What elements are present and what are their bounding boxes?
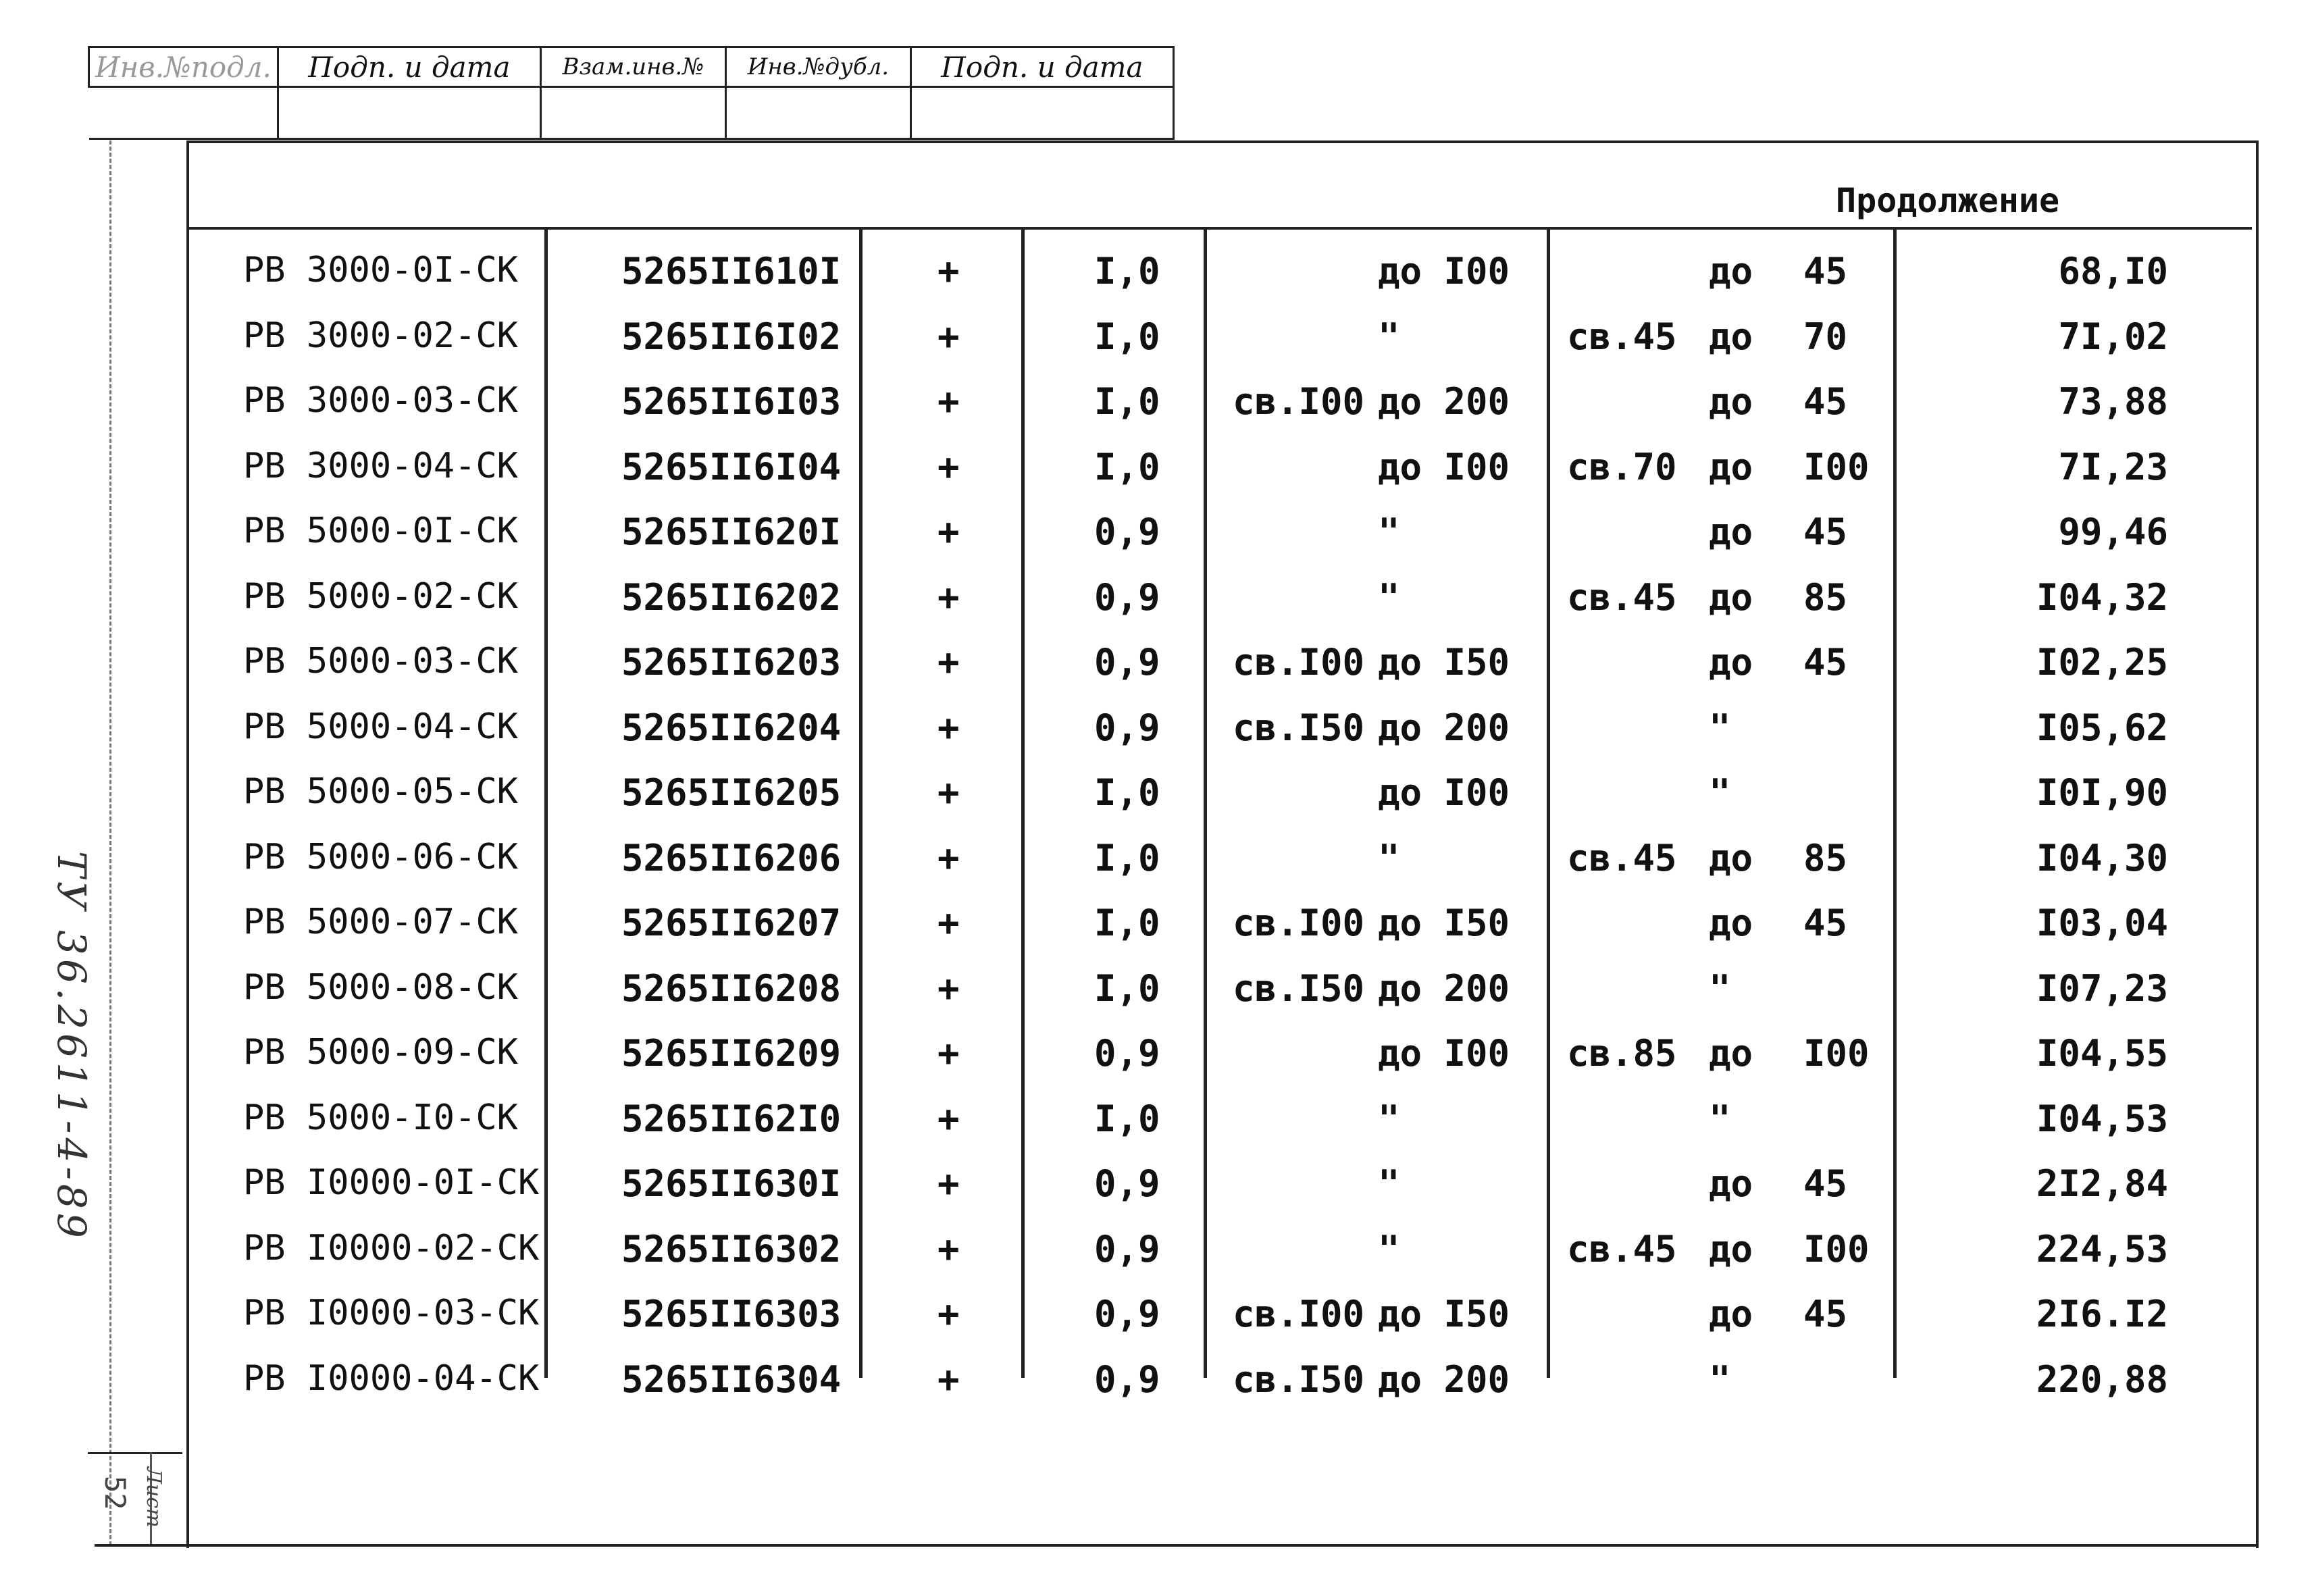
price: 68,I0: [2058, 250, 2168, 292]
price: 220,88: [2036, 1358, 2168, 1401]
product-code: 5265II6I03: [621, 380, 842, 423]
plus-mark: +: [937, 1162, 960, 1205]
product-code: 5265II610I: [621, 250, 842, 292]
product-code: 5265II6209: [621, 1032, 842, 1075]
stamp-header-sign-date-2: Подп. и дата: [910, 47, 1173, 87]
range-b-prep: ": [1709, 706, 1731, 749]
coefficient: 0,9: [1094, 511, 1160, 553]
range-b-prep: ": [1709, 1097, 1731, 1140]
plus-mark: +: [937, 1358, 960, 1401]
price: 7I,02: [2058, 315, 2168, 358]
continuation-label: Продолжение: [1836, 181, 2060, 220]
range-a-to: до I50: [1378, 1293, 1510, 1335]
range-a-to: ": [1378, 1097, 1400, 1140]
range-b-prep: ": [1709, 967, 1731, 1010]
range-a-to: до I00: [1378, 445, 1510, 488]
range-b-from: св.45: [1567, 315, 1677, 358]
coefficient: 0,9: [1094, 641, 1160, 684]
header-rule: [189, 227, 2252, 230]
plus-mark: +: [937, 1227, 960, 1270]
range-b-from: св.85: [1567, 1032, 1677, 1075]
plus-mark: +: [937, 1097, 960, 1140]
table-row: [189, 1216, 2249, 1281]
range-a-from: св.I00: [1233, 902, 1365, 944]
range-b-prep: до: [1709, 1227, 1753, 1270]
range-a-to: ": [1378, 511, 1400, 553]
coefficient: I,0: [1094, 902, 1160, 944]
range-b-to: 45: [1803, 1162, 1848, 1205]
table-row: [189, 434, 2249, 498]
product-code: 5265II6203: [621, 641, 842, 684]
price: 99,46: [2058, 511, 2168, 553]
range-b-to: 85: [1803, 836, 1848, 879]
range-a-to: до 200: [1378, 967, 1510, 1010]
range-b-prep: до: [1709, 836, 1753, 879]
price: 224,53: [2036, 1227, 2168, 1270]
table-row: [189, 238, 2249, 303]
range-b-prep: ": [1709, 771, 1731, 814]
range-b-from: св.45: [1567, 836, 1677, 879]
stamp-header-inv-orig: Инв.№подл.: [89, 47, 278, 87]
range-a-to: ": [1378, 315, 1400, 358]
product-name: РВ 3000-02-СК: [243, 315, 518, 356]
approval-stamp: [88, 46, 1175, 140]
plus-mark: +: [937, 575, 960, 619]
range-a-from: св.I00: [1233, 641, 1365, 684]
range-b-to: I00: [1803, 445, 1870, 488]
coefficient: 0,9: [1094, 1162, 1160, 1205]
range-a-to: ": [1378, 1227, 1400, 1270]
range-a-to: до 200: [1378, 380, 1510, 423]
product-code: 5265II6303: [621, 1293, 842, 1335]
price: 2I2,84: [2036, 1162, 2168, 1205]
range-a-from: св.I00: [1233, 1293, 1365, 1335]
plus-mark: +: [937, 902, 960, 944]
table-row: [189, 825, 2249, 890]
price: I05,62: [2036, 706, 2168, 749]
range-b-prep: до: [1709, 511, 1753, 553]
coefficient: 0,9: [1094, 1227, 1160, 1270]
range-a-to: до I50: [1378, 902, 1510, 944]
range-b-to: 45: [1803, 902, 1848, 944]
price: I04,30: [2036, 836, 2168, 879]
product-code: 5265II6302: [621, 1227, 842, 1270]
range-a-to: до I50: [1378, 641, 1510, 684]
product-name: РВ 5000-05-СК: [243, 771, 518, 812]
plus-mark: +: [937, 511, 960, 553]
frame-bottom-line: [95, 1544, 2256, 1547]
stamp-header-dup-inv: Инв.№дубл.: [725, 47, 910, 87]
product-code: 5265II6204: [621, 706, 842, 749]
coefficient: 0,9: [1094, 1032, 1160, 1075]
range-b-to: I00: [1803, 1227, 1870, 1270]
range-b-prep: до: [1709, 1293, 1753, 1335]
range-a-to: ": [1378, 1162, 1400, 1205]
price: I0I,90: [2036, 771, 2168, 814]
product-code: 5265II6208: [621, 967, 842, 1010]
stamp-cell: [278, 87, 540, 139]
table-row: [189, 629, 2249, 694]
range-b-to: I00: [1803, 1032, 1870, 1075]
product-code: 5265II6I02: [621, 315, 842, 358]
range-a-from: св.I00: [1233, 380, 1365, 423]
price: I04,32: [2036, 575, 2168, 619]
product-code: 5265II620I: [621, 511, 842, 553]
sheet-label: Лист: [142, 1467, 165, 1528]
plus-mark: +: [937, 967, 960, 1010]
range-b-prep: до: [1709, 445, 1753, 488]
price: I02,25: [2036, 641, 2168, 684]
plus-mark: +: [937, 836, 960, 879]
product-code: 5265II6304: [621, 1358, 842, 1401]
product-code: 5265II62I0: [621, 1097, 842, 1140]
product-name: РВ 5000-08-СК: [243, 967, 518, 1008]
price: I07,23: [2036, 967, 2168, 1010]
range-b-prep: ": [1709, 1358, 1731, 1401]
coefficient: 0,9: [1094, 575, 1160, 619]
price: I03,04: [2036, 902, 2168, 944]
price: I04,55: [2036, 1032, 2168, 1075]
plus-mark: +: [937, 250, 960, 292]
product-name: РВ 5000-I0-СК: [243, 1097, 518, 1138]
range-b-prep: до: [1709, 380, 1753, 423]
stamp-cell: [910, 87, 1173, 139]
table-row: [189, 1346, 2249, 1411]
plus-mark: +: [937, 771, 960, 814]
plus-mark: +: [937, 380, 960, 423]
table-row: [189, 303, 2249, 368]
product-name: РВ I0000-04-СК: [243, 1358, 540, 1399]
table-row: [189, 694, 2249, 759]
product-name: РВ 5000-07-СК: [243, 902, 518, 942]
range-b-to: 45: [1803, 511, 1848, 553]
product-code: 5265II6205: [621, 771, 842, 814]
coefficient: I,0: [1094, 315, 1160, 358]
product-code: 5265II6202: [621, 575, 842, 619]
product-code: 5265II6I04: [621, 445, 842, 488]
table-row: [189, 564, 2249, 629]
table-row: [189, 759, 2249, 824]
product-name: РВ 5000-09-СК: [243, 1032, 518, 1073]
range-a-from: св.I50: [1233, 1358, 1365, 1401]
product-name: РВ 5000-04-СК: [243, 706, 518, 747]
range-a-from: св.I50: [1233, 967, 1365, 1010]
plus-mark: +: [937, 315, 960, 358]
range-b-from: св.45: [1567, 575, 1677, 619]
product-name: РВ I0000-0I-СК: [243, 1162, 540, 1203]
stamp-header-sign-date: Подп. и дата: [278, 47, 540, 87]
range-a-to: до I00: [1378, 250, 1510, 292]
range-a-to: ": [1378, 836, 1400, 879]
range-a-to: до I00: [1378, 1032, 1510, 1075]
product-name: РВ 3000-04-СК: [243, 445, 518, 486]
coefficient: 0,9: [1094, 1358, 1160, 1401]
product-code: 5265II630I: [621, 1162, 842, 1205]
product-name: РВ 3000-03-СК: [243, 380, 518, 421]
range-b-to: 45: [1803, 1293, 1848, 1335]
plus-mark: +: [937, 1032, 960, 1075]
range-a-from: св.I50: [1233, 706, 1365, 749]
document-code: ТУ 36.2611-4-89: [49, 851, 95, 1242]
price: 7I,23: [2058, 445, 2168, 488]
coefficient: I,0: [1094, 771, 1160, 814]
table-row: [189, 368, 2249, 433]
coefficient: I,0: [1094, 445, 1160, 488]
range-b-to: 85: [1803, 575, 1848, 619]
price: 73,88: [2058, 380, 2168, 423]
range-a-to: до 200: [1378, 1358, 1510, 1401]
table-row: [189, 1085, 2249, 1150]
plus-mark: +: [937, 641, 960, 684]
product-name: РВ 5000-0I-СК: [243, 511, 518, 551]
stamp-cell: [725, 87, 910, 139]
range-b-from: св.45: [1567, 1227, 1677, 1270]
range-b-from: св.70: [1567, 445, 1677, 488]
range-b-prep: до: [1709, 315, 1753, 358]
range-a-to: до I00: [1378, 771, 1510, 814]
range-a-to: до 200: [1378, 706, 1510, 749]
plus-mark: +: [937, 445, 960, 488]
stamp-cell: [540, 87, 725, 139]
product-name: РВ 5000-03-СК: [243, 641, 518, 681]
range-b-prep: до: [1709, 1032, 1753, 1075]
coefficient: I,0: [1094, 250, 1160, 292]
range-a-to: ": [1378, 575, 1400, 619]
stamp-cell: [89, 87, 278, 139]
table-row: [189, 1150, 2249, 1215]
product-name: РВ 5000-02-СК: [243, 575, 518, 617]
range-b-to: 45: [1803, 250, 1848, 292]
stamp-header-replace-inv: Взам.инв.№: [540, 47, 725, 87]
coefficient: 0,9: [1094, 706, 1160, 749]
coefficient: I,0: [1094, 1097, 1160, 1140]
range-b-prep: до: [1709, 641, 1753, 684]
coefficient: I,0: [1094, 836, 1160, 879]
product-name: РВ 3000-0I-СК: [243, 250, 518, 290]
range-b-to: 45: [1803, 380, 1848, 423]
table-row: [189, 498, 2249, 563]
product-name: РВ 5000-06-СК: [243, 836, 518, 877]
range-b-prep: до: [1709, 902, 1753, 944]
range-b-prep: до: [1709, 250, 1753, 292]
table-row: [189, 955, 2249, 1020]
product-name: РВ I0000-02-СК: [243, 1227, 540, 1268]
range-b-prep: до: [1709, 575, 1753, 619]
table-row: [189, 890, 2249, 954]
price: 2I6.I2: [2036, 1293, 2168, 1335]
coefficient: I,0: [1094, 380, 1160, 423]
product-name: РВ I0000-03-СК: [243, 1293, 540, 1333]
price: I04,53: [2036, 1097, 2168, 1140]
table-row: [189, 1020, 2249, 1085]
range-b-to: 70: [1803, 315, 1848, 358]
range-b-prep: до: [1709, 1162, 1753, 1205]
range-b-to: 45: [1803, 641, 1848, 684]
coefficient: I,0: [1094, 967, 1160, 1010]
plus-mark: +: [937, 1293, 960, 1335]
sheet-number: 52: [99, 1476, 132, 1510]
coefficient: 0,9: [1094, 1293, 1160, 1335]
product-code: 5265II6206: [621, 836, 842, 879]
plus-mark: +: [937, 706, 960, 749]
product-code: 5265II6207: [621, 902, 842, 944]
binding-margin: [109, 140, 188, 1545]
table-row: [189, 1281, 2249, 1345]
